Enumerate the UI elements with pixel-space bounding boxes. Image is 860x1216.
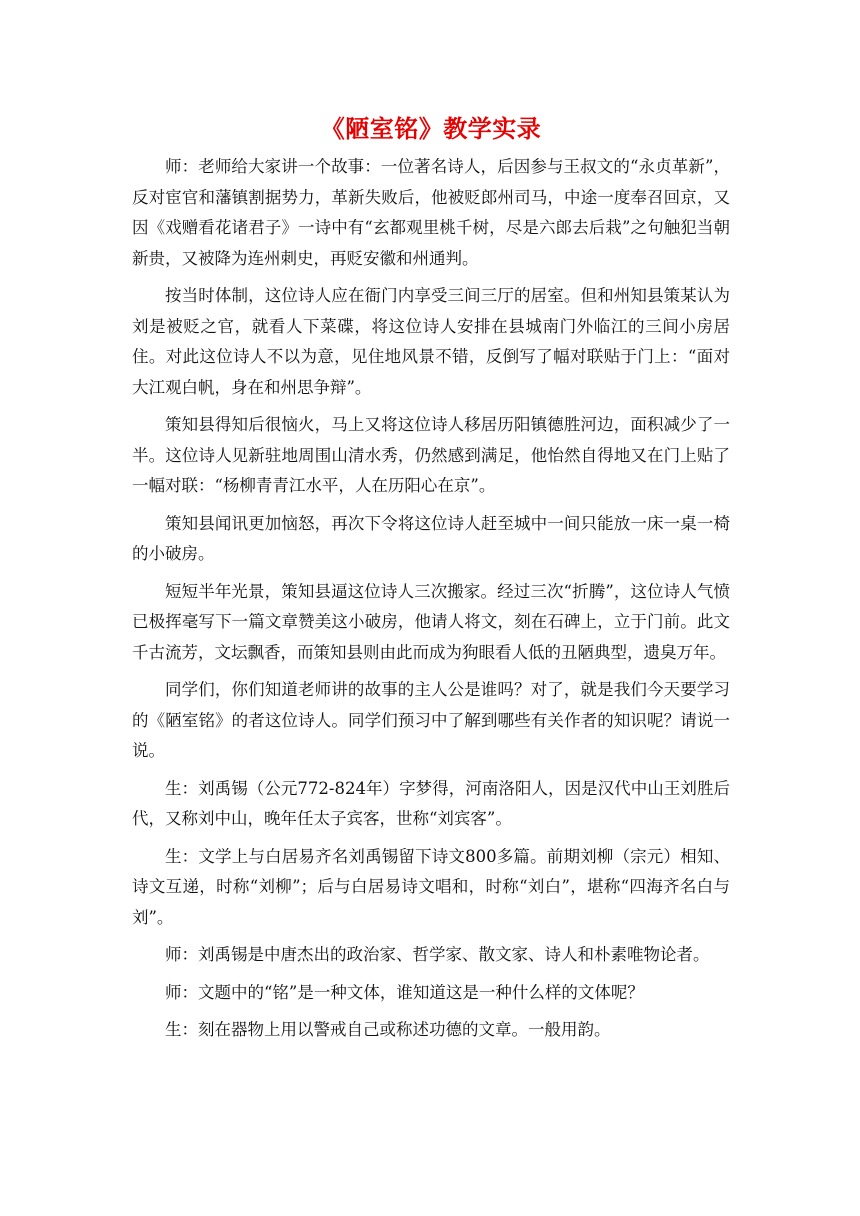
paragraph-4: 策知县闻讯更加恼怒，再次下令将这位诗人赶至城中一间只能放一床一桌一椅的小破房。 (132, 513, 730, 563)
paragraph-5: 短短半年光景，策知县逼这位诗人三次搬家。经过三次“折腾”，这位诗人气愤已极挥毫写下一篇文章赞美这小破房，他请人将文，刻在石碑上，立于门前。此文千古流芳，文坛飘香，而策知县则由此而成为狗眼看人低的丑陋典型，遗臭万年。 (132, 581, 730, 662)
paragraph-7: 生：刘禹锡（公元772-824年）字梦得，河南洛阳人，因是汉代中山王刘胜后代，又称刘中山，晚年任太子宾客，世称“刘宾客”。 (132, 778, 730, 828)
paragraph-2: 按当时体制，这位诗人应在衙门内享受三间三厅的居室。但和州知县策某认为刘是被贬之官，就看人下菜碟，将这位诗人安排在县城南门外临江的三间小房居住。对此这位诗人不以为意，见住地风景不错，反倒写了幅对联贴于门上：“面对大江观白帆，身在和州思争辩”。 (132, 286, 730, 397)
paragraph-9: 师：刘禹锡是中唐杰出的政治家、哲学家、散文家、诗人和朴素唯物论者。 (165, 945, 710, 964)
paragraph-11: 生：刻在器物上用以警戒自己或称述功德的文章。一般用韵。 (165, 1020, 611, 1039)
document-body (132, 112, 730, 1053)
paragraph-1: 师：老师给大家讲一个故事：一位著名诗人，后因参与王叔文的“永贞革新”，反对宦官和藩镇割据势力，革新失败后，他被贬郎州司马，中途一度奉召回京，又因《戏赠看花诸君子》一诗中有“玄都观里桃千树，尽是六郎去后栽”之句触犯当朝新贵，又被降为连州刺史，再贬安徽和州通判。 (132, 157, 730, 268)
paragraph-8: 生：文学上与白居易齐名刘禹锡留下诗文800多篇。前期刘柳（宗元）相知、诗文互递，时称“刘柳”；后与白居易诗文唱和，时称“刘白”，堪称“四海齐名白与刘”。 (132, 846, 730, 927)
paragraph-10: 师：文题中的“铭”是一种文体，谁知道这是一种什么样的文体呢？ (165, 982, 644, 1002)
paragraph-6: 同学们，你们知道老师讲的故事的主人公是谁吗？对了，就是我们今天要学习的《陋室铭》的者这位诗人。同学们预习中了解到哪些有关作者的知识呢？请说一说。 (132, 680, 730, 760)
document-title: 《陋室铭》教学实录 (320, 115, 542, 143)
paragraph-3: 策知县得知后很恼火，马上又将这位诗人移居历阳镇德胜河边，面积减少了一半。这位诗人见新驻地周围山清水秀，仍然感到满足，他怡然自得地又在门上贴了一幅对联：“杨柳青青江水平，人在历阳心在京”。 (132, 415, 730, 495)
